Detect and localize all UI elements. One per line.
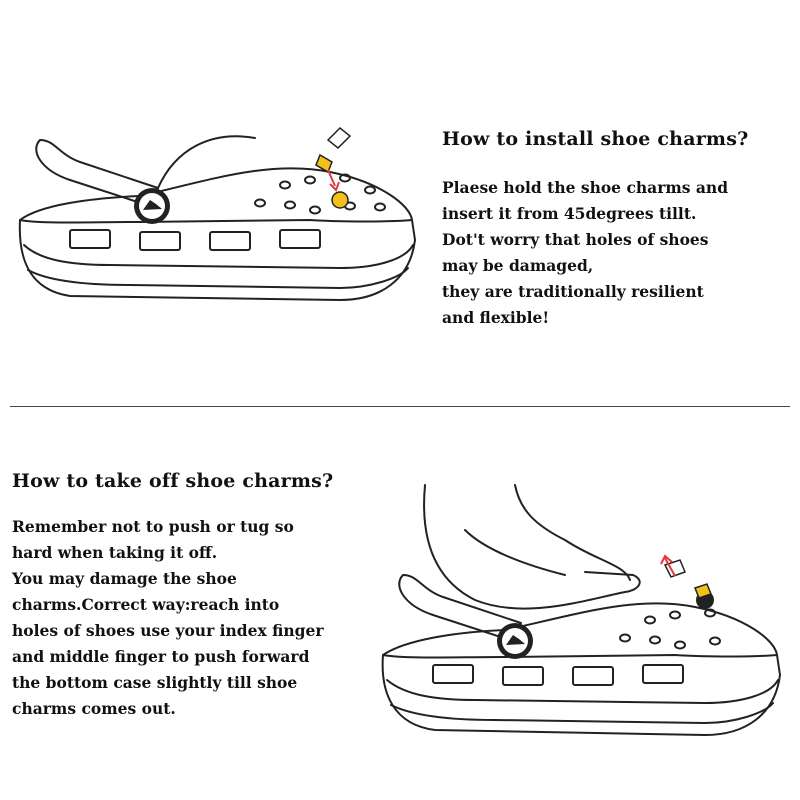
remove-line: charms comes out. <box>12 699 176 718</box>
install-title: How to install shoe charms? <box>442 128 749 150</box>
remove-line: You may damage the shoe <box>12 569 237 588</box>
clog-remove-illustration <box>375 480 790 780</box>
remove-line: the bottom case slightly till shoe <box>12 673 298 692</box>
remove-line: charms.Correct way:reach into <box>12 595 280 614</box>
section-divider <box>10 406 790 407</box>
install-line: insert it from 45degrees tillt. <box>442 204 697 223</box>
remove-section <box>0 408 800 800</box>
install-line: Dot't worry that holes of shoes <box>442 230 709 249</box>
install-line: and flexible! <box>442 308 550 327</box>
remove-title: How to take off shoe charms? <box>12 470 334 492</box>
install-line: may be damaged, <box>442 256 594 275</box>
remove-instructions <box>12 514 324 722</box>
install-line: Plaese hold the shoe charms and <box>442 178 729 197</box>
remove-line: hard when taking it off. <box>12 543 218 562</box>
install-instructions <box>442 175 728 331</box>
clog-install-illustration <box>10 110 430 330</box>
install-line: they are traditionally resilient <box>442 282 704 301</box>
remove-line: and middle finger to push forward <box>12 647 310 666</box>
remove-line: holes of shoes use your index finger <box>12 621 324 640</box>
remove-line: Remember not to push or tug so <box>12 517 294 536</box>
